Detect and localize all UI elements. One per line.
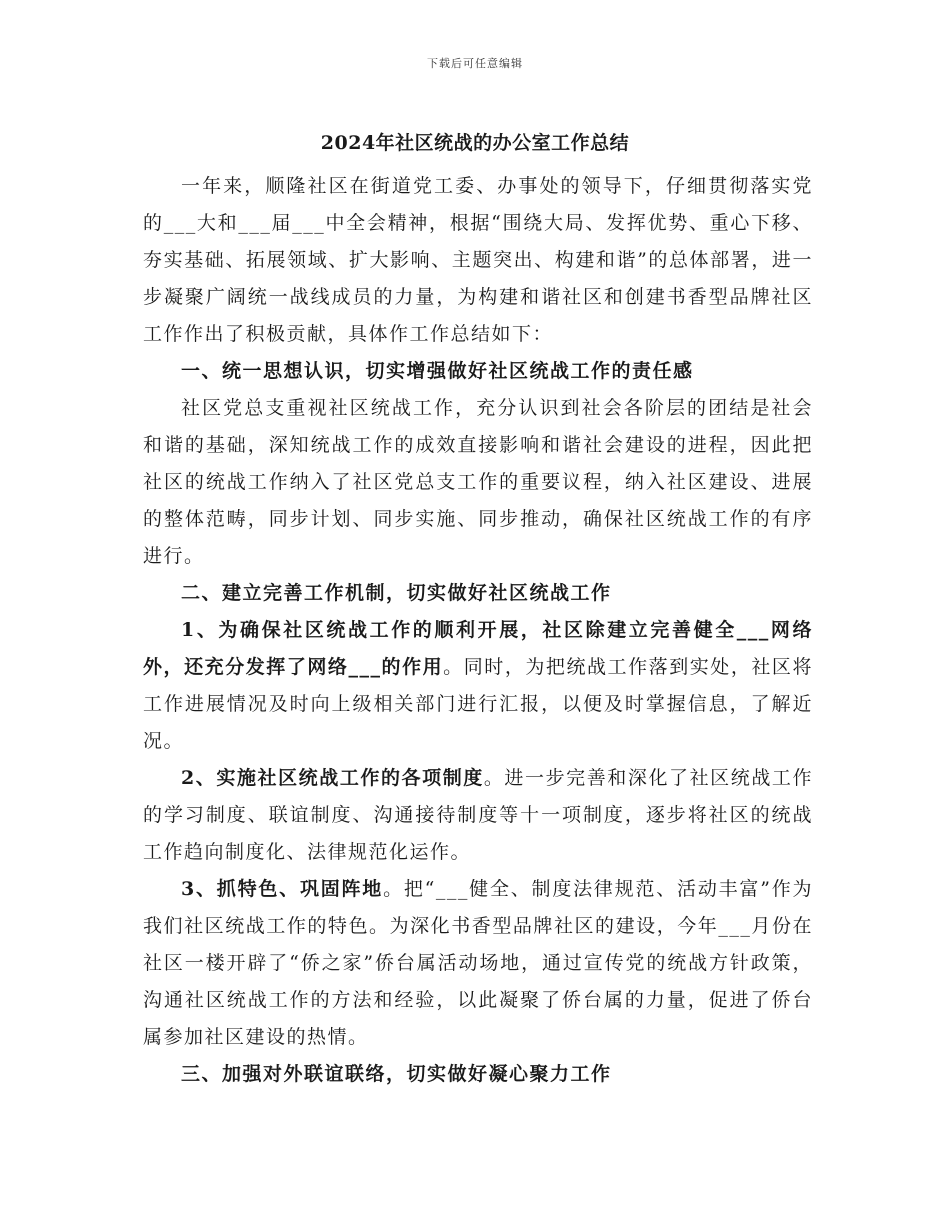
section-2-heading: 二、建立完善工作机制，切实做好社区统战工作 <box>181 582 612 604</box>
item-2-paragraph <box>143 760 813 871</box>
document-body <box>143 168 813 1093</box>
item-3-lead: 3、抓特色、巩固阵地 <box>181 878 384 900</box>
section-1-paragraph: 社区党总支重视社区统战工作，充分认识到社会各阶层的团结是社会和谐的基础，深知统战工作的成效直接影响和谐社会建设的进程，因此把社区的统战工作纳入了社区党总支工作的重要议程，纳入社区建设、进展的整体范畴，同步计划、同步实施、同步推动，确保社区统战工作的有序进行。 <box>143 397 813 567</box>
section-3-heading: 三、加强对外联谊联络，切实做好凝心聚力工作 <box>181 1063 612 1085</box>
item-1-lead: 1、为确保社区统战工作的顺利开展，社区除建立完善健全___网络外，还充分发挥了网络___的作用 <box>143 619 813 678</box>
intro-paragraph: 一年来，顺隆社区在街道党工委、办事处的领导下，仔细贯彻落实党的___大和___届___中全会精神，根据“围绕大局、发挥优势、重心下移、夯实基础、拓展领域、扩大影响、主题突出、构建和谐”的总体部署，进一步凝聚广阔统一战线成员的力量，为构建和谐社区和创建书香型品牌社区工作作出了积极贡献，具体作工作总结如下： <box>143 175 813 345</box>
document-title: 2024年社区统战的办公室工作总结 <box>320 132 630 154</box>
item-2-text: 。进一步完善和深化了社区统战工作的学习制度、联谊制度、沟通接待制度等十一项制度，逐步将社区的统战工作趋向制度化、法律规范化运作。 <box>143 767 813 863</box>
item-1-text: 。同时，为把统战工作落到实处，社区将工作进展情况及时向上级相关部门进行汇报，以便及时掌握信息，了解近况。 <box>143 656 813 752</box>
header-note: 下载后可任意编辑 <box>427 57 523 70</box>
item-3-text: 。把“___健全、制度法律规范、活动丰富”作为我们社区统战工作的特色。为深化书香型品牌社区的建设，今年___月份在社区一楼开辟了“侨之家”侨台属活动场地，通过宣传党的统战方针政策，沟通社区统战工作的方法和经验，以此凝聚了侨台属的力量，促进了侨台属参加社区建设的热情。 <box>143 878 813 1048</box>
item-1-paragraph <box>143 612 813 760</box>
item-2-lead: 2、实施社区统战工作的各项制度 <box>181 767 484 789</box>
item-3-paragraph <box>143 871 813 1056</box>
section-1-heading: 一、统一思想认识，切实增强做好社区统战工作的责任感 <box>181 360 694 382</box>
